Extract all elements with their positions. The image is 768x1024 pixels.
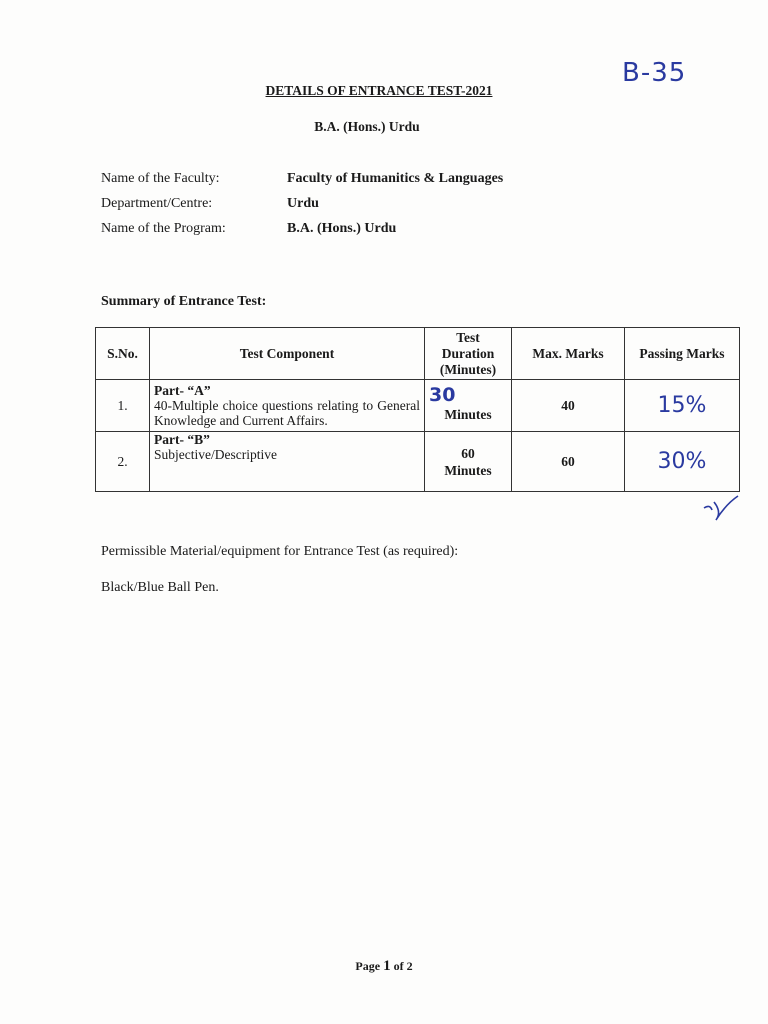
duration-unit: Minutes — [444, 462, 492, 478]
duration-value: 60 — [461, 445, 475, 461]
handwritten-tick-mark — [700, 494, 742, 524]
header-duration-line: (Minutes) — [439, 361, 497, 377]
program-info — [101, 166, 503, 241]
table-row — [96, 380, 740, 432]
info-label: Name of the Program: — [101, 220, 226, 236]
cell-sno: 1. — [96, 380, 150, 432]
cell-component — [150, 432, 425, 492]
entrance-test-table — [95, 327, 740, 492]
header-duration-line: Duration — [441, 345, 495, 361]
header-passing-marks: Passing Marks — [625, 328, 740, 380]
header-sno: S.No. — [96, 328, 150, 380]
info-row-faculty — [101, 166, 503, 191]
component-description: Subjective/Descriptive — [154, 447, 277, 462]
header-duration-line: Test — [456, 329, 480, 345]
table-row — [96, 432, 740, 492]
component-description: 40-Multiple choice questions relating to General Knowledge and Current Affairs. — [154, 398, 420, 428]
page-number — [0, 958, 768, 975]
summary-heading: Summary of Entrance Test: — [101, 294, 267, 309]
cell-duration — [425, 380, 512, 432]
cell-max-marks: 60 — [512, 432, 625, 492]
cell-max-marks: 40 — [512, 380, 625, 432]
document-title: DETAILS OF ENTRANCE TEST-2021 — [265, 83, 493, 98]
component-part: Part- “A” — [154, 383, 211, 398]
permissible-material-value: Black/Blue Ball Pen. — [101, 580, 219, 595]
header-max-marks: Max. Marks — [512, 328, 625, 380]
permissible-material-heading: Permissible Material/equipment for Entrance Test (as required): — [101, 544, 459, 559]
page-current: 1 — [383, 958, 391, 974]
header-duration — [425, 328, 512, 380]
program-subtitle: B.A. (Hons.) Urdu — [314, 119, 420, 134]
handwritten-duration: 30 — [429, 384, 456, 406]
cell-component — [150, 380, 425, 432]
header-component: Test Component — [150, 328, 425, 380]
info-value: Faculty of Humanitics & Languages — [287, 170, 504, 186]
cell-duration — [425, 432, 512, 492]
component-part: Part- “B” — [154, 432, 210, 447]
cell-sno: 2. — [96, 432, 150, 492]
info-value: B.A. (Hons.) Urdu — [287, 220, 397, 236]
page-total: 2 — [406, 959, 413, 973]
handwritten-reference: B-35 — [622, 58, 687, 88]
info-value: Urdu — [287, 195, 319, 211]
handwritten-passing-marks: 30% — [657, 449, 707, 474]
handwritten-passing-marks: 15% — [657, 393, 707, 418]
page-separator: of — [390, 959, 407, 973]
info-label: Name of the Faculty: — [101, 170, 220, 186]
duration-unit: Minutes — [444, 406, 492, 422]
page-label: Page — [355, 959, 384, 973]
table-header-row — [96, 328, 740, 380]
cell-passing-marks — [625, 432, 740, 492]
cell-passing-marks — [625, 380, 740, 432]
info-row-department — [101, 191, 503, 216]
info-label: Department/Centre: — [101, 195, 213, 211]
info-row-program — [101, 216, 503, 241]
